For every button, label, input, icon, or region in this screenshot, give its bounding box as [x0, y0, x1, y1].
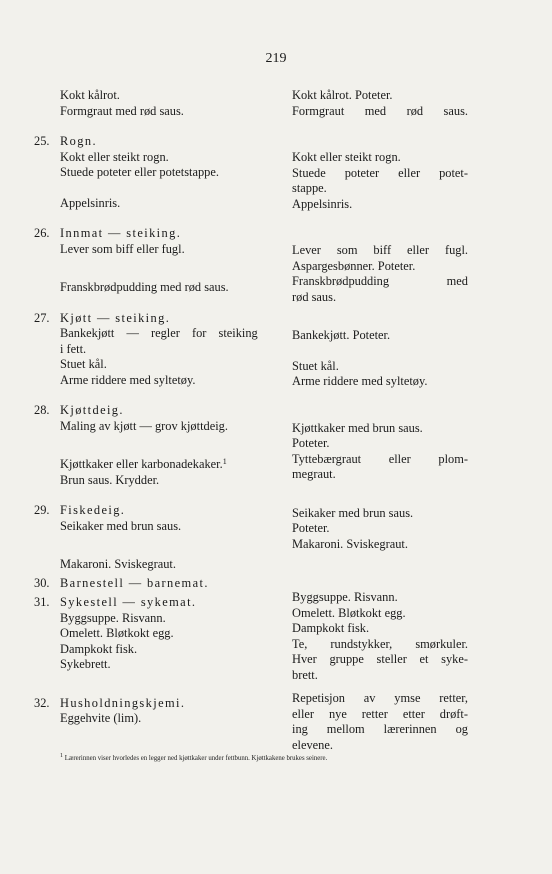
right-line: Seikaker med brun saus.: [292, 505, 414, 520]
left-line: Brun saus. Krydder.: [60, 472, 160, 487]
right-line: Franskbrødpudding med: [292, 274, 468, 288]
section-number: 29.: [34, 503, 50, 517]
section-26-heading: [34, 226, 284, 242]
left-line: Appelsinris.: [60, 195, 121, 210]
footnote-mark: 1: [60, 753, 63, 759]
section-28-heading: [34, 403, 284, 419]
left-line: Franskbrødpudding med rød saus.: [60, 280, 229, 294]
left-line: Arme riddere med syltetøy.: [60, 372, 196, 387]
left-line: Makaroni. Sviskegraut.: [60, 557, 176, 571]
right-column: [292, 88, 468, 753]
right-line: Kokt kålrot. Poteter.: [292, 88, 393, 102]
section-number: 31.: [34, 595, 50, 609]
right-line: Te, rundstykker, smørkuler.: [292, 636, 468, 651]
left-line: Maling av kjøtt — grov kjøttdeig.: [60, 418, 228, 433]
left-line: Formgraut med rød saus.: [60, 103, 184, 118]
left-line: Seikaker med brun saus.: [60, 518, 182, 533]
right-line: Aspargesbønner. Poteter.: [292, 258, 416, 273]
section-title: Fiskedeig.: [60, 503, 126, 517]
right-line: Tyttebærgraut eller plom-: [292, 451, 468, 466]
right-line: eller nye retter etter drøft-: [292, 706, 468, 721]
section-number: 30.: [34, 575, 50, 590]
right-line: Arme riddere med syltetøy.: [292, 374, 428, 388]
section-30-heading: [34, 576, 284, 592]
right-line: Omelett. Bløtkokt egg.: [292, 605, 406, 620]
page-number: 219: [265, 51, 287, 66]
right-line: Poteter.: [292, 521, 330, 535]
right-line: Stuede poteter eller potet-: [292, 165, 468, 180]
right-line: brett.: [292, 667, 318, 682]
left-line: Stuet kål.: [60, 357, 107, 371]
right-line: megraut.: [292, 467, 336, 481]
right-line: elevene.: [292, 737, 333, 752]
section-29-heading: [34, 503, 284, 519]
left-column: [34, 88, 284, 727]
left-line: Bankekjøtt — regler for steiking: [60, 326, 258, 340]
right-line: Makaroni. Sviskegraut.: [292, 536, 408, 551]
right-line: Formgraut med rød saus.: [292, 103, 468, 118]
section-title: Rogn.: [60, 134, 97, 148]
section-title: Sykestell — sykemat.: [60, 595, 197, 609]
section-number: 25.: [34, 134, 50, 148]
right-line: Byggsuppe. Risvann.: [292, 590, 398, 604]
section-number: 28.: [34, 403, 50, 417]
right-line: rød saus.: [292, 289, 337, 304]
right-line: stappe.: [292, 181, 327, 195]
left-line-text: Kjøttkaker eller karbonadekaker.: [60, 457, 223, 471]
right-line: Appelsinris.: [292, 196, 353, 211]
section-title: Kjøttdeig.: [60, 403, 124, 417]
right-line: Stuet kål.: [292, 358, 339, 373]
right-line: Repetisjon av ymse retter,: [292, 691, 468, 705]
right-line: Kokt eller steikt rogn.: [292, 150, 401, 164]
right-line: Dampkokt fisk.: [292, 621, 370, 635]
right-line: Hver gruppe steller et syke-: [292, 652, 468, 666]
left-line: [34, 457, 284, 473]
footnote-text: Lærerinnen viser hvorledes en legger ned kjøttkaker under fettbunn. Kjøttkakene brukes seinere.: [64, 755, 328, 762]
section-number: 26.: [34, 226, 50, 240]
left-line: Kokt kålrot.: [60, 88, 120, 102]
section-title: Innmat — steiking.: [60, 226, 182, 240]
left-line: Omelett. Bløtkokt egg.: [60, 626, 174, 640]
section-25-heading: [34, 134, 284, 150]
right-line: Bankekjøtt. Poteter.: [292, 328, 391, 342]
left-line: Sykebrett.: [60, 657, 111, 671]
left-line: Dampkokt fisk.: [60, 641, 138, 656]
left-line: Byggsuppe. Risvann.: [60, 610, 166, 625]
left-line: Lever som biff eller fugl.: [60, 241, 185, 256]
section-title: Kjøtt — steiking.: [60, 310, 171, 325]
right-line: Lever som biff eller fugl.: [292, 243, 468, 257]
section-32-heading: [34, 696, 284, 712]
section-title: Barnestell — barnemat.: [60, 575, 209, 590]
footnote: [60, 755, 480, 763]
left-line: Stuede poteter eller potetstappe.: [60, 165, 219, 179]
footnote-reference: 1: [222, 457, 227, 466]
section-number: 27.: [34, 310, 50, 325]
section-title: Husholdningskjemi.: [60, 695, 186, 710]
left-line: Kokt eller steikt rogn.: [60, 149, 169, 164]
section-27-heading: [34, 311, 284, 327]
left-line: i fett.: [60, 341, 87, 356]
section-31-heading: [34, 595, 284, 611]
left-line: Eggehvite (lim).: [60, 711, 142, 725]
right-line: Poteter.: [292, 436, 330, 450]
section-number: 32.: [34, 695, 50, 710]
right-line: ing mellom lærerinnen og: [292, 722, 468, 736]
right-line: Kjøttkaker med brun saus.: [292, 420, 423, 435]
